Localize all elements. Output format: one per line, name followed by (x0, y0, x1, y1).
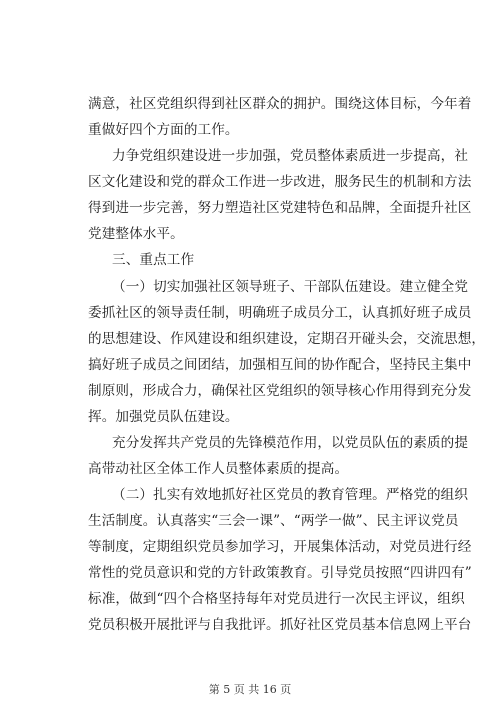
text-line: 充分发挥共产党员的先锋模范作用，以党员队伍的素质的提 (112, 435, 469, 451)
text-line: （一）切实加强社区领导班子、干部队伍建设。建立健全党 (112, 279, 469, 295)
text-line: 搞好班子成员之间团结，加强相互间的协作配合，坚持民主集中 (88, 357, 472, 373)
text-line: （二）扎实有效地抓好社区党员的教育管理。严格党的组织 (112, 487, 469, 503)
text-line: 常性的党员意识和党的方针政策教育。引导党员按照“四讲四有” (88, 565, 472, 581)
text-line: 力争党组织建设进一步加强，党员整体素质进一步提高，社 (112, 148, 469, 164)
text-line: 重做好四个方面的工作。 (88, 122, 239, 138)
text-line: 得到进一步完善，努力塑造社区党建特色和品牌，全面提升社区 (88, 200, 472, 216)
text-line: 挥。加强党员队伍建设。 (88, 409, 239, 425)
text-line: 高带动社区全体工作人员整体素质的提高。 (88, 461, 349, 477)
text-line: 等制度，定期组织党员参加学习，开展集体活动，对党员进行经 (88, 539, 472, 555)
text-line: 制原则，形成合力，确保社区党组织的领导核心作用得到充分发 (88, 383, 472, 399)
text-line: 标准，做到“四个合格坚持每年对党员进行一次民主评议，组织 (88, 591, 465, 607)
text-line: 党建整体水平。 (88, 226, 184, 242)
page-footer: 第 5 页 共 16 页 (208, 683, 292, 696)
text-line: 委抓社区的领导责任制，明确班子成员分工，认真抓好班子成员 (88, 305, 472, 321)
text-line: 生活制度。认真落实“三会一课”、“两学一做”、民主评议党员 (88, 513, 459, 529)
text-line: 满意，社区党组织得到社区群众的拥护。围绕这体目标，今年着 (88, 96, 472, 112)
text-line: 的思想建设、作风建设和组织建设，定期召开碰头会，交流思想， (88, 331, 486, 347)
text-line: 区文化建设和党的群众工作进一步改进，服务民生的机制和方法 (88, 174, 472, 190)
section-heading: 三、重点工作 (112, 252, 195, 268)
text-line: 党员积极开展批评与自我批评。抓好社区党员基本信息网上平台 (88, 617, 472, 633)
